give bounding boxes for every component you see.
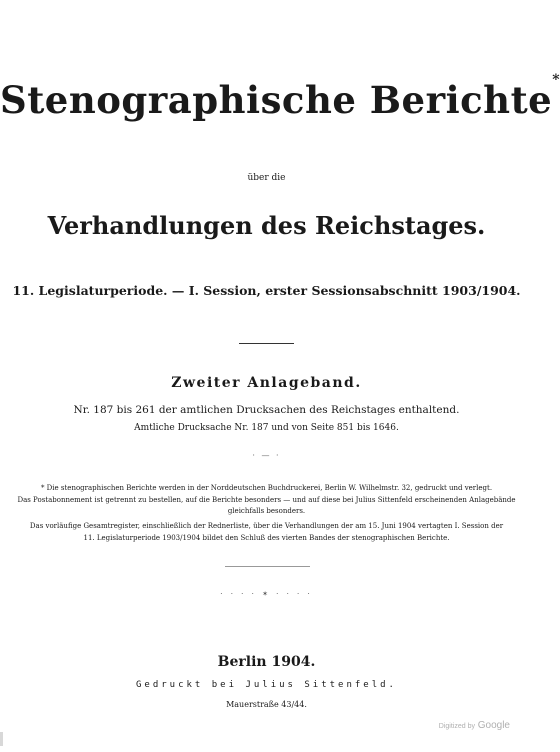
title-text: Stenographische Berichte — [0, 78, 553, 122]
imprint-printer: Gedruckt bei Julius Sittenfeld. — [136, 680, 397, 690]
imprint-street: Mauerstraße 43/44. — [226, 700, 307, 709]
footnote-line-1: * Die stenographischen Berichte werden in der Norddeutschen Buchdruckerei, Berlin W. Wilhelmstr. 32, gedruckt und verlegt. — [40, 484, 493, 492]
divider-rule-1 — [239, 343, 294, 344]
contents-line: Nr. 187 bis 261 der amtlichen Drucksachen des Reichstages enthaltend. — [73, 404, 460, 416]
document-title — [0, 72, 560, 122]
pages-line: Amtliche Drucksache Nr. 187 und von Seite 851 bis 1646. — [134, 423, 399, 433]
subtitle-verhandlungen: Verhandlungen des Reichstages. — [47, 211, 486, 240]
connector-text: über die — [247, 173, 286, 183]
digitized-watermark — [400, 720, 510, 731]
watermark-brand: Google — [477, 720, 510, 731]
footnote-line-2: Das Postabonnement ist getrennt zu bestellen, auf die Berichte besonders — und auf diese bei Julius Sittenfeld erscheinenden Anlagebände — [17, 496, 516, 504]
footnote-line-4: Das vorläufige Gesamtregister, einschließlich der Rednerliste, über die Verhandlungen der am 15. Juni 1904 vertagten I. Session der — [29, 522, 504, 530]
scan-edge-mark — [0, 732, 3, 746]
divider-rule-2 — [225, 566, 310, 567]
footnote-line-5: 11. Legislaturperiode 1903/1904 bildet den Schluß des vierten Bandes der stenographischen Berichte. — [83, 534, 450, 542]
star-ornament: · · · · ✶ · · · · — [220, 590, 313, 598]
volume-title: Zweiter Anlageband. — [171, 375, 362, 391]
legislative-period: 11. Legislaturperiode. — I. Session, erster Sessionsabschnitt 1903/1904. — [12, 283, 521, 298]
divider-ornament: · — · — [252, 451, 281, 460]
footnote-line-3: gleichfalls besonders. — [227, 507, 306, 515]
imprint-city-year: Berlin 1904. — [217, 654, 316, 670]
title-footnote-mark: * — [552, 72, 560, 88]
watermark-prefix: Digitized by — [438, 723, 475, 730]
